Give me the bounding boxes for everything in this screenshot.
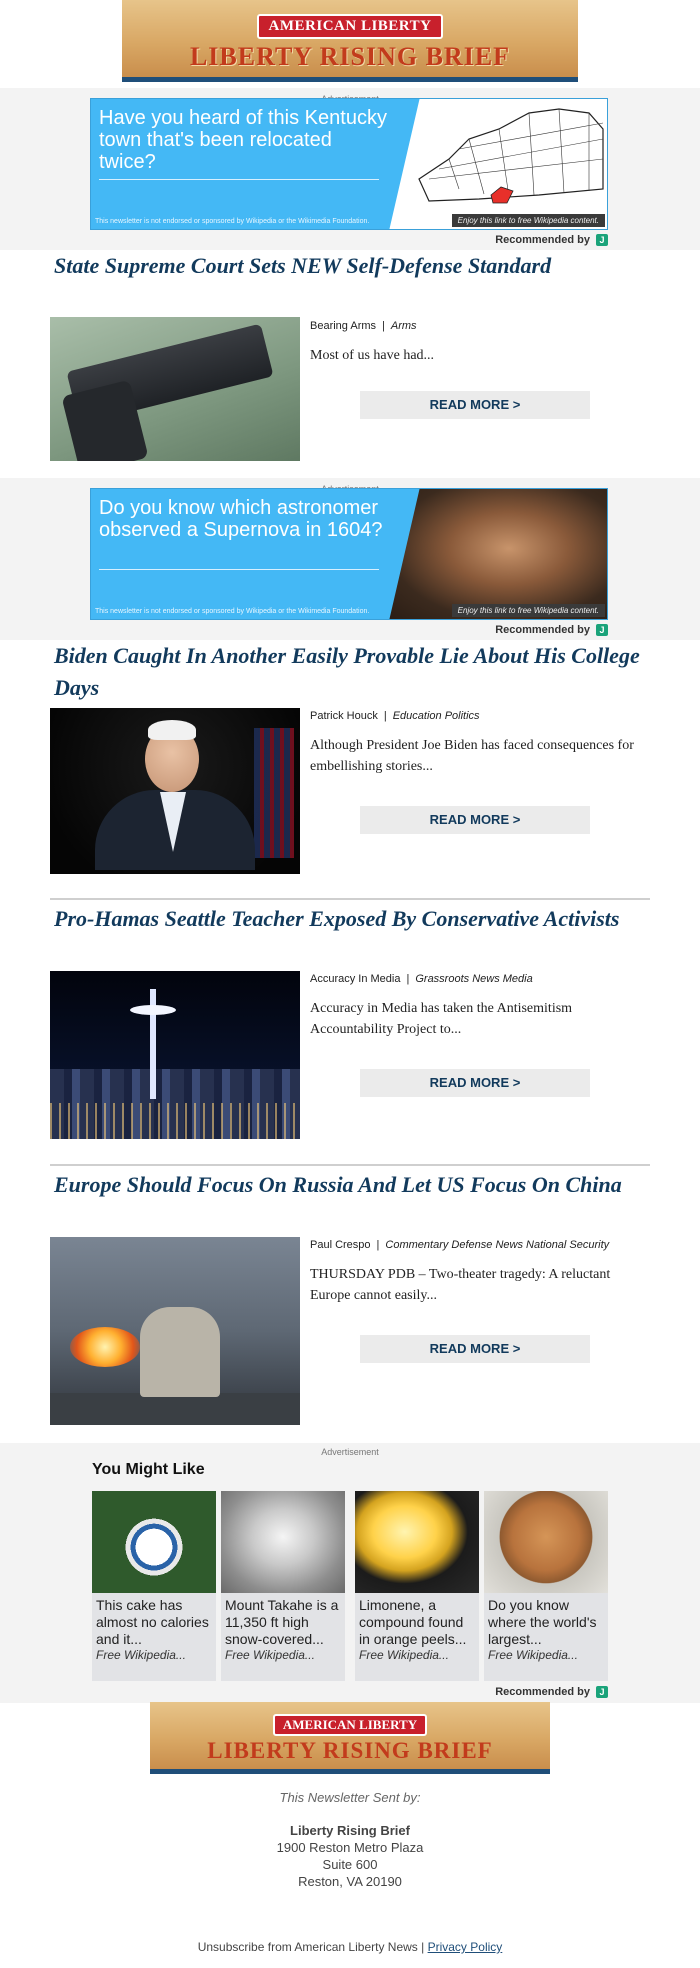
recommendation-card[interactable] bbox=[92, 1491, 216, 1681]
card-text: Do you know where the world's largest... bbox=[488, 1597, 597, 1647]
ad-label: Advertisement bbox=[321, 1447, 379, 1457]
article-card bbox=[50, 903, 650, 1143]
brand-row bbox=[122, 14, 578, 39]
article-divider bbox=[50, 898, 650, 900]
brand-logo bbox=[257, 14, 444, 39]
recommended-label: Recommended by bbox=[495, 624, 590, 636]
article-card bbox=[50, 1169, 650, 1429]
brand-logo bbox=[273, 1714, 427, 1736]
read-more-button[interactable]: READ MORE > bbox=[360, 806, 590, 834]
brand-row bbox=[150, 1714, 550, 1736]
article-category: Grassroots News Media bbox=[415, 973, 533, 985]
flag-shape bbox=[254, 728, 294, 858]
you-might-like-title: You Might Like bbox=[92, 1461, 205, 1478]
article-meta bbox=[310, 710, 480, 722]
article-meta bbox=[310, 320, 417, 332]
unsubscribe-link[interactable]: Unsubscribe from American Liberty News bbox=[197, 1940, 418, 1954]
ad-divider bbox=[99, 179, 379, 180]
card-text: This cake has almost no calories and it... bbox=[96, 1597, 209, 1647]
article-author: Paul Crespo bbox=[310, 1239, 371, 1251]
sent-by-label: This Newsletter Sent by: bbox=[279, 1790, 421, 1805]
ad-section-2 bbox=[0, 478, 700, 640]
hair-shape bbox=[148, 720, 196, 740]
article-headline[interactable]: Pro-Hamas Seattle Teacher Exposed By Conservative Activists bbox=[54, 906, 620, 931]
card-source: Free Wikipedia... bbox=[488, 1648, 578, 1662]
article-author: Patrick Houck bbox=[310, 710, 378, 722]
naval-gun-icon bbox=[140, 1307, 220, 1397]
recommended-by[interactable] bbox=[495, 1686, 608, 1698]
meta-separator: | bbox=[383, 710, 387, 722]
city-lights-shape bbox=[50, 1103, 300, 1139]
read-more-button[interactable]: READ MORE > bbox=[360, 391, 590, 419]
sender-address bbox=[0, 1822, 700, 1890]
meta-separator: | bbox=[376, 1239, 380, 1251]
recommendation-card[interactable] bbox=[484, 1491, 608, 1681]
read-more-button[interactable]: READ MORE > bbox=[360, 1069, 590, 1097]
astronomer-portrait-image bbox=[389, 489, 607, 620]
recommendation-card[interactable] bbox=[221, 1491, 345, 1681]
ad-banner[interactable] bbox=[90, 98, 608, 230]
article-category: Arms bbox=[390, 320, 417, 332]
article-card bbox=[50, 640, 650, 880]
brand-text: AMERICAN LIBERTY bbox=[268, 18, 432, 34]
article-headline[interactable]: State Supreme Court Sets NEW Self-Defense Standard bbox=[54, 253, 552, 278]
address-line-1: 1900 Reston Metro Plaza bbox=[276, 1840, 424, 1855]
recommendation-card[interactable] bbox=[355, 1491, 479, 1681]
meta-separator: | bbox=[382, 320, 385, 332]
sphere-building-image bbox=[484, 1491, 608, 1593]
article-thumbnail[interactable] bbox=[50, 708, 300, 874]
ad-divider bbox=[99, 569, 379, 570]
ship-deck-shape bbox=[50, 1393, 300, 1425]
article-divider bbox=[50, 1164, 650, 1166]
recommended-label: Recommended by bbox=[495, 234, 590, 246]
muzzle-flash-shape bbox=[70, 1327, 140, 1367]
kentucky-map-icon bbox=[389, 99, 607, 230]
article-thumbnail[interactable] bbox=[50, 1237, 300, 1425]
article-card bbox=[50, 250, 650, 470]
lemon-image bbox=[355, 1491, 479, 1593]
you-might-like-section bbox=[0, 1443, 700, 1703]
ad-disclaimer: This newsletter is not endorsed or sponsored by Wikipedia or the Wikimedia Foundation. bbox=[95, 218, 370, 225]
article-author: Accuracy In Media bbox=[310, 973, 401, 985]
ad-headline: Do you know which astronomer observed a Supernova in 1604? bbox=[99, 497, 383, 541]
mountain-image bbox=[221, 1491, 345, 1593]
recommended-label: Recommended by bbox=[495, 1686, 590, 1698]
sender-org: Liberty Rising Brief bbox=[290, 1823, 410, 1838]
address-line-2: Suite 600 bbox=[322, 1857, 378, 1872]
jeeng-logo-icon: J bbox=[596, 234, 608, 246]
article-meta bbox=[310, 1239, 609, 1251]
ad-headline: Have you heard of this Kentucky town that's been relocated twice? bbox=[99, 107, 387, 173]
article-category: Education Politics bbox=[392, 710, 480, 722]
kentucky-map-image bbox=[389, 99, 607, 230]
article-thumbnail[interactable] bbox=[50, 971, 300, 1139]
ad-caption: Enjoy this link to free Wikipedia content. bbox=[452, 214, 605, 227]
address-line-3: Reston, VA 20190 bbox=[298, 1874, 402, 1889]
privacy-policy-link[interactable]: Privacy Policy bbox=[427, 1940, 503, 1954]
ad-caption: Enjoy this link to free Wikipedia content. bbox=[452, 604, 605, 617]
newsletter-title: LIBERTY RISING BRIEF bbox=[207, 1738, 493, 1763]
article-headline[interactable]: Europe Should Focus On Russia And Let US Focus On China bbox=[54, 1172, 622, 1197]
brand-text: AMERICAN LIBERTY bbox=[282, 1717, 418, 1732]
card-source: Free Wikipedia... bbox=[359, 1648, 449, 1662]
card-text: Limonene, a compound found in orange peels... bbox=[359, 1597, 467, 1647]
article-excerpt: Most of us have had... bbox=[310, 348, 435, 363]
recommended-by[interactable] bbox=[495, 624, 608, 636]
footer-links bbox=[0, 1940, 700, 1954]
jeeng-logo-icon: J bbox=[596, 624, 608, 636]
article-excerpt: Although President Joe Biden has faced consequences for embellishing stories... bbox=[310, 738, 634, 774]
card-source: Free Wikipedia... bbox=[96, 1648, 186, 1662]
ad-section-1 bbox=[0, 88, 700, 250]
article-category: Commentary Defense News National Security bbox=[385, 1239, 610, 1251]
read-more-button[interactable]: READ MORE > bbox=[360, 1335, 590, 1363]
ad-banner[interactable] bbox=[90, 488, 608, 620]
newsletter-title: LIBERTY RISING BRIEF bbox=[189, 42, 511, 71]
recommended-by[interactable] bbox=[495, 234, 608, 246]
article-excerpt: THURSDAY PDB – Two-theater tragedy: A reluctant Europe cannot easily... bbox=[310, 1267, 611, 1303]
cake-image bbox=[92, 1491, 216, 1593]
article-meta bbox=[310, 973, 533, 985]
jeeng-logo-icon: J bbox=[596, 1686, 608, 1698]
ad-disclaimer: This newsletter is not endorsed or sponsored by Wikipedia or the Wikimedia Foundation. bbox=[95, 608, 370, 615]
card-source: Free Wikipedia... bbox=[225, 1648, 315, 1662]
header-banner[interactable] bbox=[122, 0, 578, 82]
article-headline[interactable]: Biden Caught In Another Easily Provable Lie About His College Days bbox=[54, 643, 640, 700]
article-author: Bearing Arms bbox=[310, 320, 377, 332]
meta-separator: | bbox=[406, 973, 410, 985]
footer-separator: | bbox=[421, 1940, 425, 1954]
footer-banner[interactable] bbox=[150, 1702, 550, 1774]
card-text: Mount Takahe is a 11,350 ft high snow-covered... bbox=[225, 1597, 339, 1647]
article-thumbnail[interactable] bbox=[50, 317, 300, 461]
article-excerpt: Accuracy in Media has taken the Antisemitism Accountability Project to... bbox=[310, 1001, 573, 1037]
space-needle-top-shape bbox=[130, 1005, 176, 1015]
